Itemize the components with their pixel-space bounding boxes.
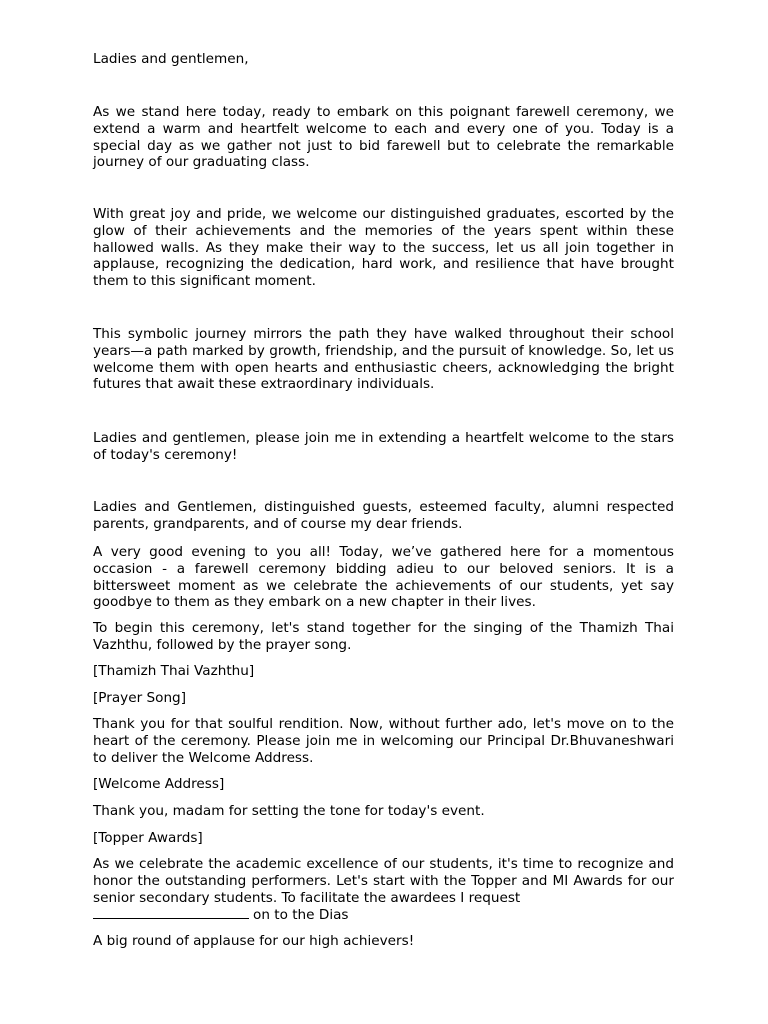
paragraph-thank-madam: Thank you, madam for setting the tone for today's event. — [93, 803, 485, 819]
cue-prayer-song: [Prayer Song] — [93, 690, 186, 706]
paragraph-academic-excellence-end: on to the Dias — [253, 907, 349, 924]
paragraph-academic-excellence-text: As we celebrate the academic excellence of our students, it's time to recognize and honor the outstanding performers. Let's start with the Topper and MI Awards for our senior secondary students. To facilitate the awardees I request — [93, 856, 674, 906]
salutation: Ladies and gentlemen, — [93, 51, 249, 67]
paragraph-stars: Ladies and gentlemen, please join me in extending a heartfelt welcome to the stars of today's ceremony! — [93, 430, 674, 463]
paragraph-begin-ceremony: To begin this ceremony, let's stand together for the singing of the Thamizh Thai Vazhthu, followed by the prayer song. — [93, 620, 674, 653]
paragraph-journey: This symbolic journey mirrors the path they have walked throughout their school years—a path marked by growth, friendship, and the pursuit of knowledge. So, let us welcome them with open hearts and enthusiastic cheers, acknowledging the bright futures that await these extraordinary individuals. — [93, 326, 674, 393]
cue-welcome-address: [Welcome Address] — [93, 776, 225, 792]
paragraph-graduates: With great joy and pride, we welcome our distinguished graduates, escorted by the glow of their achievements and the memories of the years spent within these hallowed walls. As they make their way to the success, let us all join together in applause, recognizing the dedication, hard work, and resilience that have brought them to this significant moment. — [93, 206, 674, 290]
paragraph-good-evening: A very good evening to you all! Today, we’ve gathered here for a momentous occasion - a farewell ceremony bidding adieu to our beloved seniors. It is a bittersweet moment as we celebrate the achievements of our students, yet say goodbye to them as they embark on a new chapter in their lives. — [93, 544, 674, 611]
paragraph-principal: Thank you for that soulful rendition. Now, without further ado, let's move on to the heart of the ceremony. Please join me in welcoming our Principal Dr.Bhuvaneshwari to deliver the Welcome Address. — [93, 716, 674, 766]
cue-topper-awards: [Topper Awards] — [93, 830, 203, 846]
paragraph-academic-excellence — [93, 856, 674, 924]
cue-thamizh-thai-vazhthu: [Thamizh Thai Vazhthu] — [93, 663, 255, 679]
paragraph-applause: A big round of applause for our high achievers! — [93, 933, 415, 949]
paragraph-guests: Ladies and Gentlemen, distinguished guests, esteemed faculty, alumni respected parents, grandparents, and of course my dear friends. — [93, 499, 674, 532]
paragraph-welcome: As we stand here today, ready to embark on this poignant farewell ceremony, we extend a warm and heartfelt welcome to each and every one of you. Today is a special day as we gather not just to bid farewell but to celebrate the remarkable journey of our graduating class. — [93, 104, 674, 171]
fill-in-blank-line — [93, 906, 249, 919]
